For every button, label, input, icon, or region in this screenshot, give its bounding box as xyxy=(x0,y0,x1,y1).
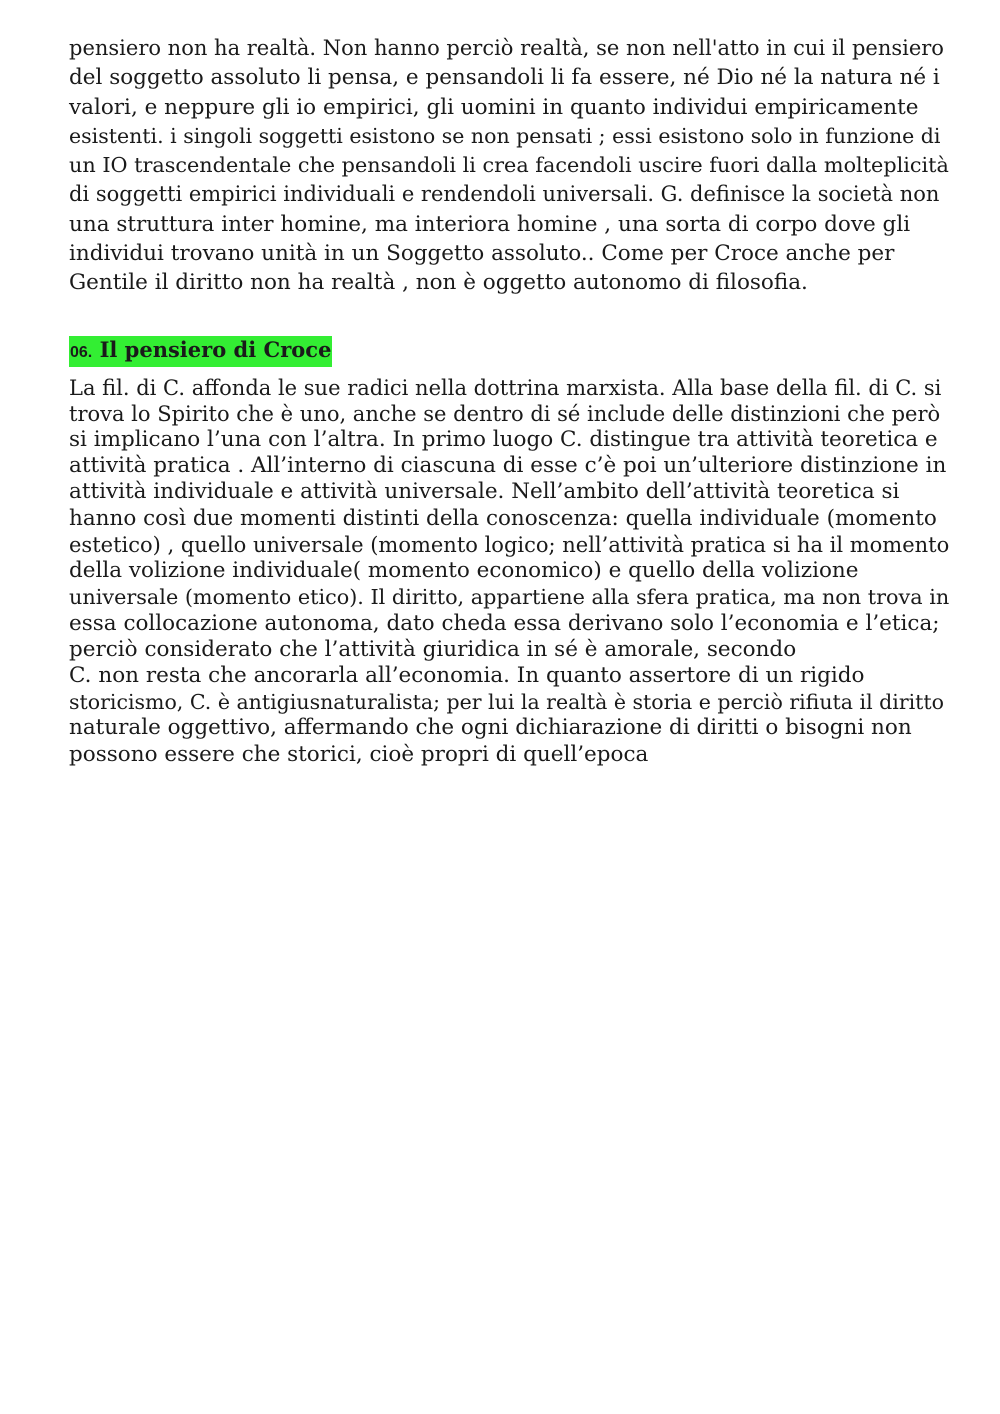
text-line: pensiero non ha realtà. Non hanno perciò realtà, se non nell'atto in cui il pensiero xyxy=(69,36,944,60)
section-title: Il pensiero di Croce xyxy=(99,336,332,362)
text-line: hanno così due momenti distinti della conoscenza: quella individuale (momento xyxy=(69,505,937,531)
text-line: attività individuale e attività universale. Nell’ambito dell’attività teoretica si xyxy=(69,479,900,505)
text-line: si implicano l’una con l’altra. In primo luogo C. distingue tra attività teoretica e xyxy=(69,427,938,453)
paragraph-croce xyxy=(69,375,949,768)
text-line: di soggetti empirici individuali e rendendoli universali. G. definisce la società non xyxy=(69,182,940,207)
text-line: un IO trascendentale che pensandoli li crea facendoli uscire fuori dalla molteplicità xyxy=(69,153,949,178)
text-line: perciò considerato che l’attività giuridica in sé è amorale, secondo xyxy=(69,636,797,662)
text-line: del soggetto assoluto li pensa, e pensandoli li fa essere, né Dio né la natura né i xyxy=(69,65,940,91)
text-line: universale (momento etico). Il diritto, appartiene alla sfera pratica, ma non trova in xyxy=(69,585,950,610)
text-line: possono essere che storici, cioè propri di quell’epoca xyxy=(69,741,649,767)
text-line: essa collocazione autonoma, dato cheda essa derivano solo l’economia e l’etica; xyxy=(69,610,940,636)
text-line: attività pratica . All’interno di ciascuna di esse c’è poi un’ulteriore distinzione in xyxy=(69,453,947,479)
text-line: esistenti. i singoli soggetti esistono se non pensati ; essi esistono solo in funzione di xyxy=(69,123,941,148)
document-page xyxy=(69,34,949,768)
text-line: Gentile il diritto non ha realtà , non è oggetto autonomo di filosofia. xyxy=(69,270,808,296)
text-line: della volizione individuale( momento economico) e quello della volizione xyxy=(69,558,859,584)
text-line: naturale oggettivo, affermando che ogni dichiarazione di diritti o bisogni non xyxy=(69,715,912,741)
text-line: storicismo, C. è antigiusnaturalista; per lui la realtà è storia e perciò rifiuta il diritto xyxy=(69,690,945,715)
text-line: La fil. di C. affonda le sue radici nella dottrina marxista. Alla base della fil. di C. si xyxy=(69,375,942,400)
text-line: trova lo Spirito che è uno, anche se dentro di sé include delle distinzioni che però xyxy=(69,401,941,426)
text-line: valori, e neppure gli io empirici, gli uomini in quanto individui empiricamente xyxy=(69,94,919,120)
text-line: C. non resta che ancorarla all’economia. In quanto assertore di un rigido xyxy=(69,662,865,688)
text-line: estetico) , quello universale (momento logico; nell’attività pratica si ha il momento xyxy=(69,532,950,557)
text-line: individui trovano unità in un Soggetto assoluto.. Come per Croce anche per xyxy=(69,241,895,267)
section-heading xyxy=(69,336,332,367)
paragraph-gentile xyxy=(69,34,949,298)
text-line: una struttura inter homine, ma interiora homine , una sorta di corpo dove gli xyxy=(69,211,911,237)
section-number: 06. xyxy=(70,343,93,361)
